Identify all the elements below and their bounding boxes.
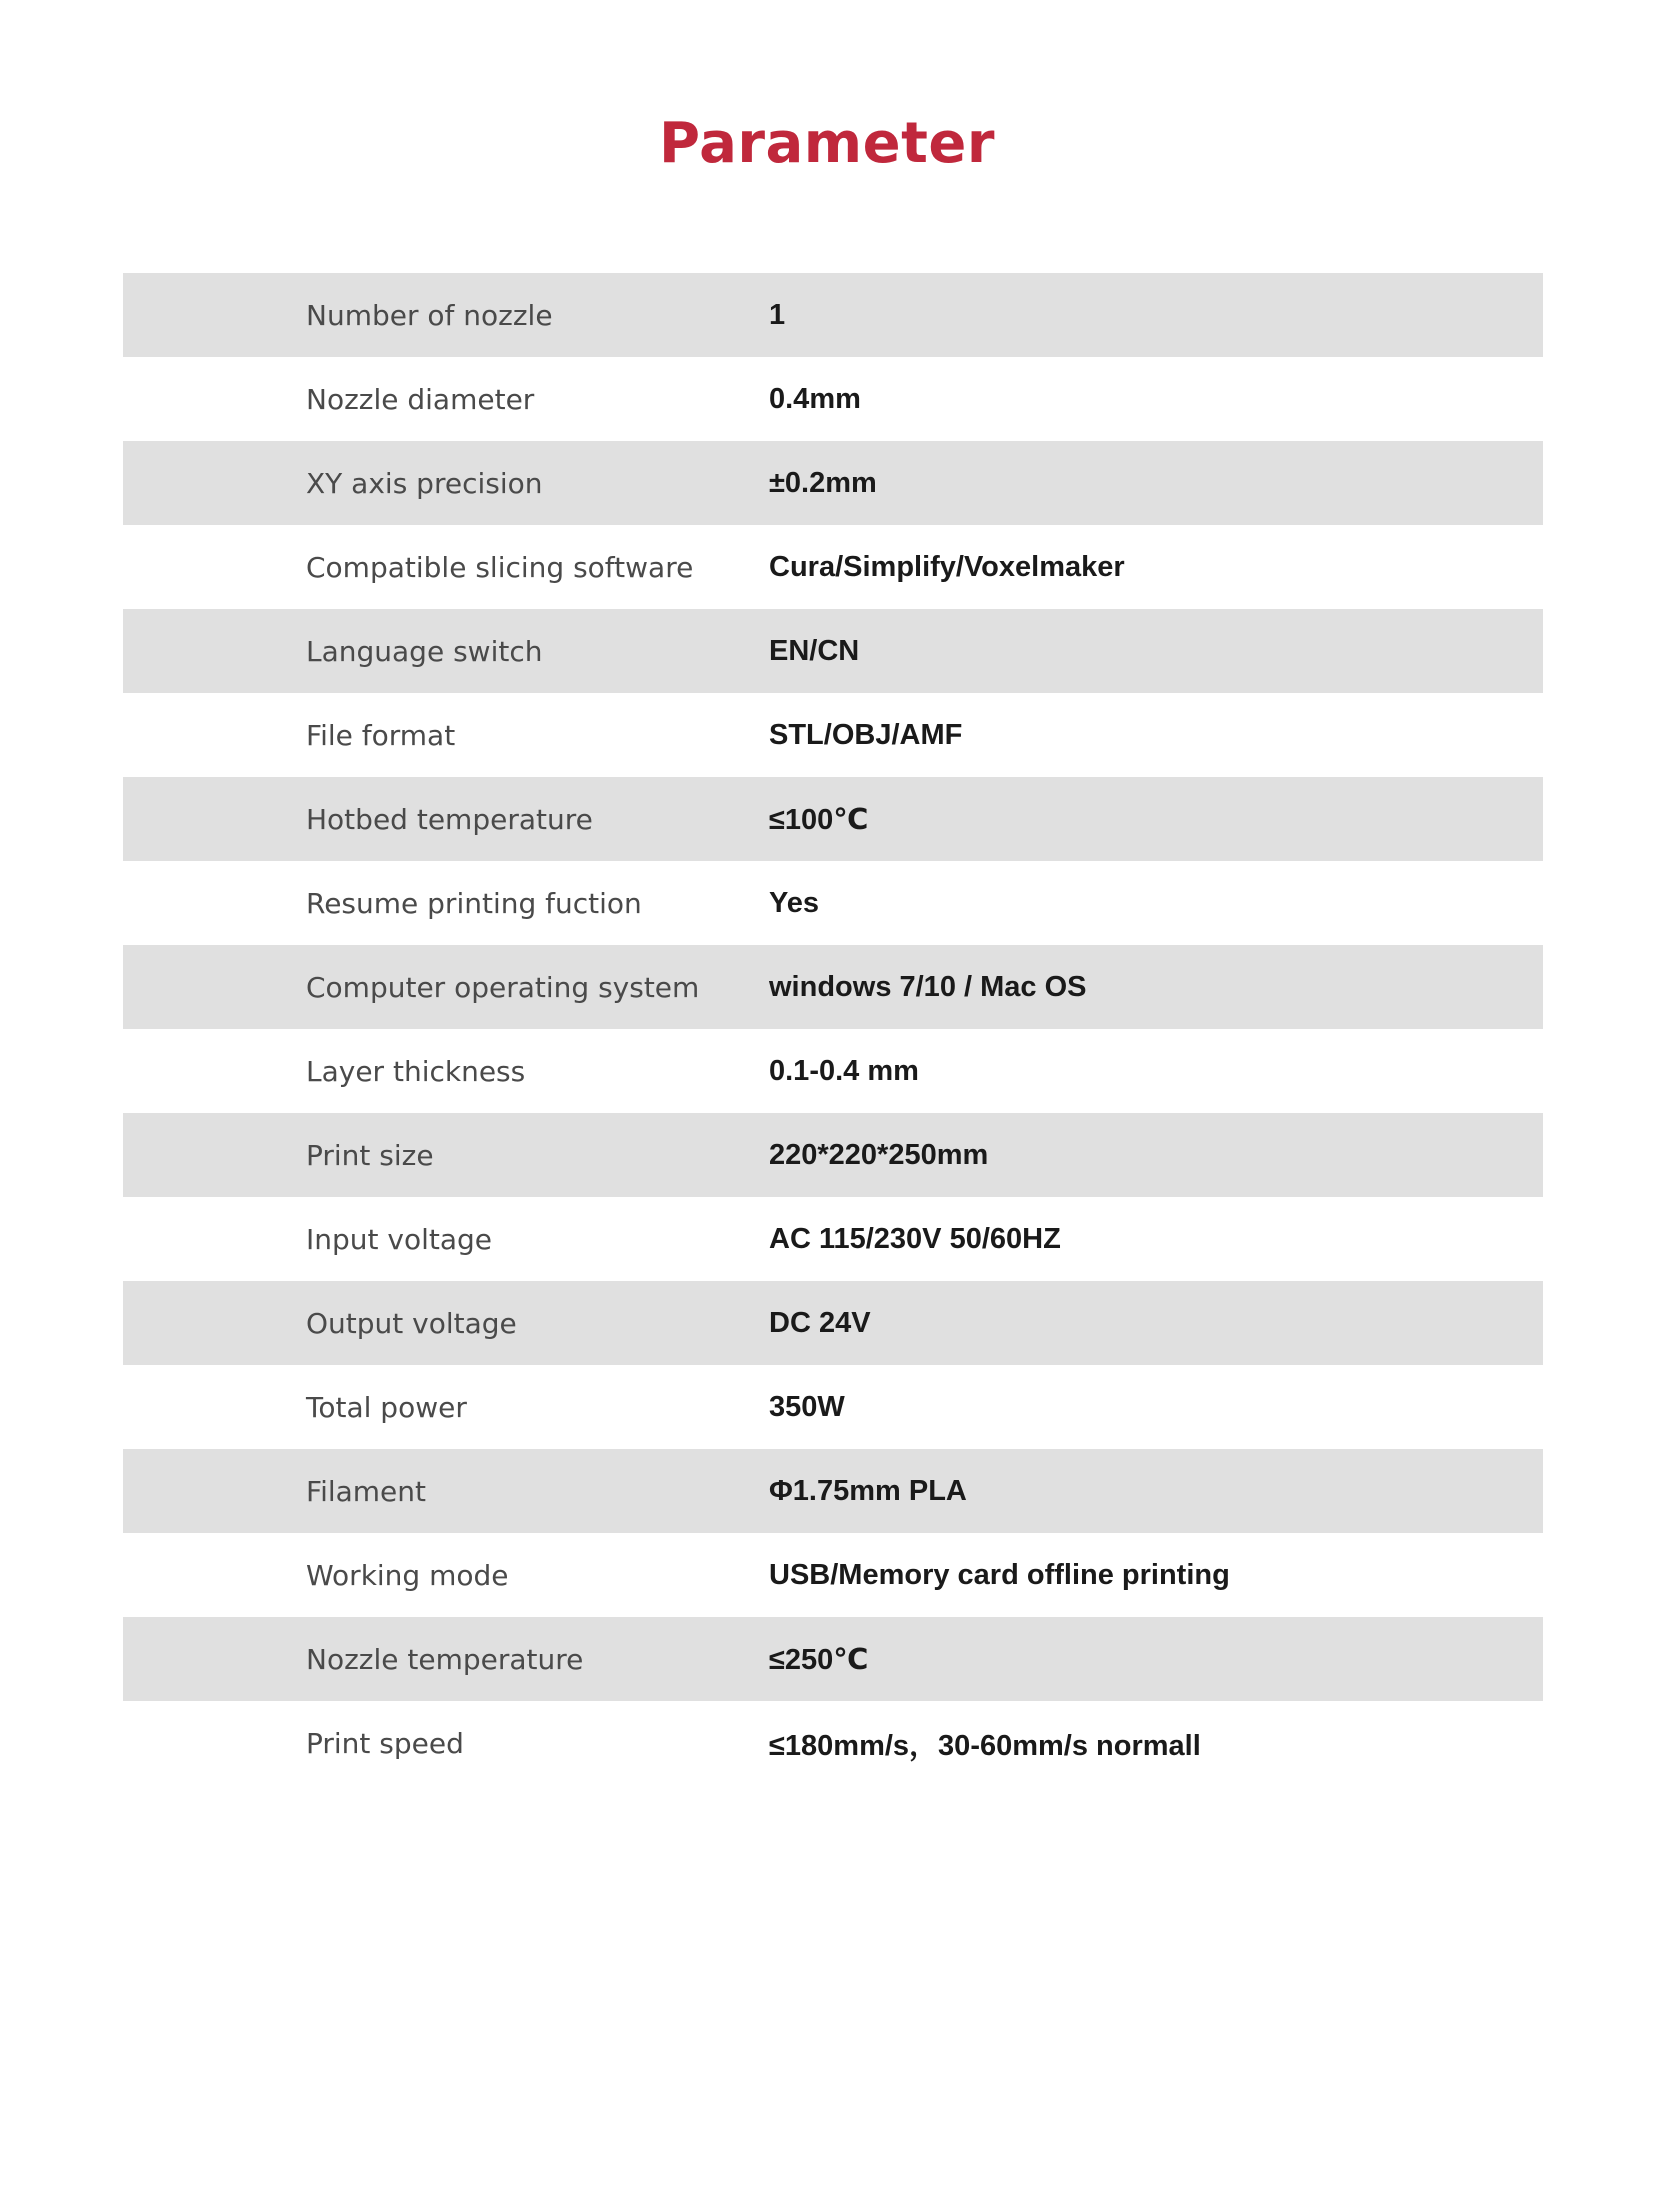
table-row: [123, 1197, 1543, 1281]
param-label: XY axis precision: [306, 466, 543, 500]
param-label: Input voltage: [306, 1222, 493, 1256]
param-label: Filament: [306, 1474, 427, 1508]
table-row: [123, 1281, 1543, 1365]
param-value: DC 24V: [769, 1306, 871, 1339]
table-row: [123, 1533, 1543, 1617]
param-value: USB/Memory card offline printing: [769, 1558, 1230, 1591]
param-value: ≤180mm/s，30-60mm/s normall: [769, 1729, 1201, 1762]
param-value: 220*220*250mm: [769, 1138, 989, 1171]
table-row: [123, 609, 1543, 693]
param-value: STL/OBJ/AMF: [769, 718, 963, 751]
param-value: 0.4mm: [769, 382, 861, 415]
table-row: [123, 357, 1543, 441]
param-label: Language switch: [306, 634, 543, 668]
parameter-table-body: [123, 273, 1543, 1785]
param-label: Layer thickness: [306, 1054, 526, 1088]
table-row: [123, 1113, 1543, 1197]
param-label: File format: [306, 718, 456, 752]
param-label: Working mode: [306, 1558, 509, 1592]
param-label: Print speed: [306, 1726, 464, 1760]
table-row: [123, 273, 1543, 357]
param-label: Output voltage: [306, 1306, 517, 1340]
page-title: Parameter: [659, 111, 995, 176]
table-row: [123, 693, 1543, 777]
param-label: Print size: [306, 1138, 434, 1172]
param-label: Number of nozzle: [306, 298, 553, 332]
table-row: [123, 441, 1543, 525]
table-row: [123, 1617, 1543, 1701]
param-value: ≤250℃: [769, 1643, 869, 1676]
param-value: ≤100℃: [769, 803, 869, 836]
param-value: 1: [769, 298, 786, 331]
table-row: [123, 1029, 1543, 1113]
param-value: Yes: [769, 886, 819, 919]
param-value: Cura/Simplify/Voxelmaker: [769, 550, 1125, 583]
table-row: [123, 1365, 1543, 1449]
param-value: 350W: [769, 1390, 845, 1423]
param-label: Total power: [306, 1390, 467, 1424]
table-row: [123, 1449, 1543, 1533]
param-label: Nozzle temperature: [306, 1642, 584, 1676]
param-value: Φ1.75mm PLA: [769, 1474, 967, 1507]
parameter-table: [123, 273, 1543, 1785]
param-value: AC 115/230V 50/60HZ: [769, 1222, 1061, 1255]
param-label: Hotbed temperature: [306, 802, 593, 836]
table-row: [123, 525, 1543, 609]
param-label: Resume printing fuction: [306, 886, 642, 920]
param-value: EN/CN: [769, 634, 860, 667]
param-value: ±0.2mm: [769, 466, 877, 499]
table-row: [123, 945, 1543, 1029]
param-label: Nozzle diameter: [306, 382, 535, 416]
param-value: 0.1-0.4 mm: [769, 1054, 919, 1087]
table-row: [123, 861, 1543, 945]
table-row: [123, 777, 1543, 861]
param-label: Computer operating system: [306, 970, 700, 1004]
table-row: [123, 1701, 1543, 1785]
param-label: Compatible slicing software: [306, 550, 694, 584]
param-value: windows 7/10 / Mac OS: [769, 970, 1087, 1003]
